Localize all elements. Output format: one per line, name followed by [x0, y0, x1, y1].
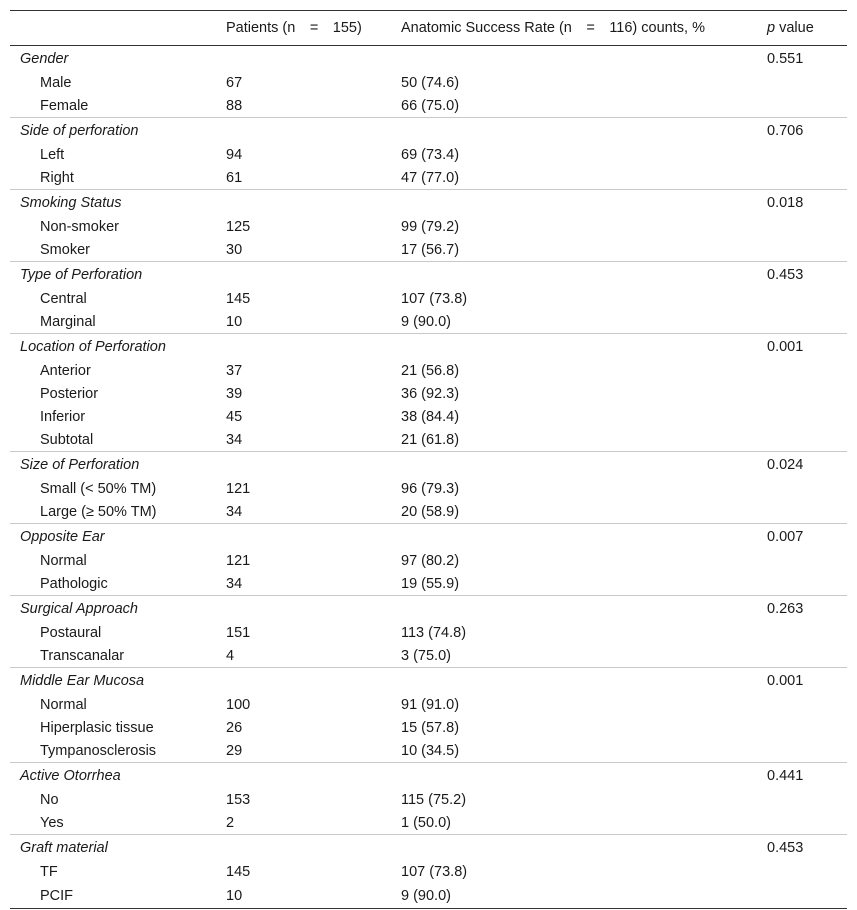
row-patients: 4	[226, 647, 235, 664]
row-label: Non-smoker	[40, 218, 119, 235]
row-p-empty	[757, 428, 847, 452]
group-success-empty	[391, 524, 757, 550]
group-patients-empty	[216, 190, 391, 216]
group-row	[10, 262, 847, 288]
header-p-value	[757, 11, 847, 46]
group-label: Surgical Approach	[10, 596, 216, 622]
header-success-rate: Anatomic Success Rate (n = 116) counts, %	[401, 20, 705, 36]
results-table	[10, 10, 847, 909]
row-patients: 34	[226, 431, 243, 448]
row-success-rate: 19 (55.9)	[401, 575, 460, 592]
row-patients: 67	[226, 74, 243, 91]
results-table-container	[10, 10, 847, 909]
row-patients: 37	[226, 362, 243, 379]
header-variable	[10, 11, 216, 46]
row-p-empty	[757, 71, 847, 94]
table-row	[10, 215, 847, 238]
row-p-empty	[757, 405, 847, 428]
row-label: Transcanalar	[40, 647, 125, 664]
row-success-rate: 113 (74.8)	[401, 624, 467, 641]
row-label: Tympanosclerosis	[40, 742, 157, 759]
row-label: Male	[40, 74, 72, 91]
group-row	[10, 190, 847, 216]
group-row	[10, 835, 847, 861]
table-row	[10, 238, 847, 262]
row-label: Yes	[40, 814, 64, 831]
group-success-empty	[391, 118, 757, 144]
group-patients-empty	[216, 596, 391, 622]
row-patients: 94	[226, 146, 243, 163]
row-p-empty	[757, 94, 847, 118]
row-patients: 121	[226, 552, 251, 569]
header-p-suffix: value	[775, 20, 814, 36]
row-success-rate: 69 (73.4)	[401, 146, 460, 163]
group-success-empty	[391, 190, 757, 216]
table-row	[10, 644, 847, 668]
table-row	[10, 811, 847, 835]
group-patients-empty	[216, 334, 391, 360]
row-patients: 30	[226, 241, 243, 258]
row-label: Hiperplasic tissue	[40, 719, 154, 736]
row-label: Pathologic	[40, 575, 108, 592]
row-p-empty	[757, 143, 847, 166]
row-patients: 34	[226, 503, 243, 520]
table-row	[10, 500, 847, 524]
group-row	[10, 452, 847, 478]
row-success-rate: 99 (79.2)	[401, 218, 460, 235]
table-row	[10, 572, 847, 596]
group-row	[10, 596, 847, 622]
group-p-value: 0.706	[757, 118, 847, 144]
row-p-empty	[757, 693, 847, 716]
row-patients: 34	[226, 575, 243, 592]
group-success-empty	[391, 668, 757, 694]
group-label: Size of Perforation	[10, 452, 216, 478]
row-success-rate: 20 (58.9)	[401, 503, 460, 520]
row-label: Right	[40, 169, 74, 186]
row-success-rate: 1 (50.0)	[401, 814, 451, 831]
table-row	[10, 883, 847, 909]
row-label: Normal	[40, 696, 87, 713]
table-row	[10, 693, 847, 716]
table-row	[10, 287, 847, 310]
group-patients-empty	[216, 452, 391, 478]
header-row	[10, 11, 847, 46]
row-success-rate: 15 (57.8)	[401, 719, 460, 736]
group-row	[10, 118, 847, 144]
row-patients: 45	[226, 408, 243, 425]
row-patients: 125	[226, 218, 251, 235]
group-p-value: 0.001	[757, 668, 847, 694]
table-row	[10, 860, 847, 883]
row-success-rate: 115 (75.2)	[401, 791, 467, 808]
row-label: PCIF	[40, 887, 74, 904]
row-patients: 2	[226, 814, 235, 831]
group-row	[10, 334, 847, 360]
row-patients: 145	[226, 863, 251, 880]
row-label: Small (< 50% TM)	[40, 480, 157, 497]
row-success-rate: 107 (73.8)	[401, 290, 468, 307]
row-p-empty	[757, 359, 847, 382]
row-p-empty	[757, 382, 847, 405]
row-success-rate: 10 (34.5)	[401, 742, 460, 759]
table-row	[10, 788, 847, 811]
row-patients: 26	[226, 719, 243, 736]
table-row	[10, 549, 847, 572]
group-patients-empty	[216, 118, 391, 144]
row-label: TF	[40, 863, 58, 880]
row-p-empty	[757, 716, 847, 739]
table-row	[10, 71, 847, 94]
row-success-rate: 107 (73.8)	[401, 863, 468, 880]
row-label: Normal	[40, 552, 87, 569]
row-label: Postaural	[40, 624, 102, 641]
row-patients: 39	[226, 385, 243, 402]
row-label: Left	[40, 146, 65, 163]
table-row	[10, 405, 847, 428]
group-success-empty	[391, 334, 757, 360]
group-p-value: 0.024	[757, 452, 847, 478]
group-patients-empty	[216, 835, 391, 861]
row-p-empty	[757, 215, 847, 238]
group-label: Gender	[20, 50, 69, 67]
group-row	[10, 763, 847, 789]
group-patients-empty	[216, 262, 391, 288]
row-success-rate: 17 (56.7)	[401, 241, 460, 258]
row-success-rate: 38 (84.4)	[401, 408, 460, 425]
row-label: Female	[40, 97, 89, 114]
group-success-empty	[391, 262, 757, 288]
row-p-empty	[757, 621, 847, 644]
group-p-value: 0.263	[757, 596, 847, 622]
row-success-rate: 50 (74.6)	[401, 74, 460, 91]
row-label: Central	[40, 290, 87, 307]
row-label: Posterior	[40, 385, 99, 402]
group-p-value: 0.441	[757, 763, 847, 789]
row-label: Anterior	[40, 362, 91, 379]
table-row	[10, 94, 847, 118]
row-patients: 100	[226, 696, 251, 713]
row-p-empty	[757, 739, 847, 763]
row-p-empty	[757, 644, 847, 668]
row-p-empty	[757, 860, 847, 883]
table-row	[10, 310, 847, 334]
group-label: Smoking Status	[10, 190, 216, 216]
row-label: Smoker	[40, 241, 90, 258]
row-success-rate: 9 (90.0)	[401, 313, 451, 330]
table-row	[10, 621, 847, 644]
row-success-rate: 21 (56.8)	[401, 362, 460, 379]
row-p-empty	[757, 238, 847, 262]
row-p-empty	[757, 500, 847, 524]
row-patients: 10	[226, 313, 243, 330]
row-success-rate: 47 (77.0)	[401, 169, 460, 186]
row-patients: 153	[226, 791, 251, 808]
table-row	[10, 716, 847, 739]
row-label: Marginal	[40, 313, 96, 330]
table-body	[10, 46, 847, 909]
row-success-rate: 21 (61.8)	[401, 431, 460, 448]
row-patients: 145	[226, 290, 251, 307]
group-row	[10, 46, 847, 72]
group-p-value: 0.018	[757, 190, 847, 216]
group-patients-empty	[216, 668, 391, 694]
table-row	[10, 428, 847, 452]
row-success-rate: 3 (75.0)	[401, 647, 451, 664]
row-p-empty	[757, 788, 847, 811]
header-patients: Patients (n = 155)	[226, 20, 362, 36]
group-label: Middle Ear Mucosa	[10, 668, 216, 694]
group-p-value: 0.007	[757, 524, 847, 550]
group-p-value: 0.001	[757, 334, 847, 360]
group-success-empty	[391, 596, 757, 622]
row-p-empty	[757, 883, 847, 909]
group-patients-empty	[216, 524, 391, 550]
row-patients: 61	[226, 169, 243, 186]
group-p-value: 0.453	[757, 262, 847, 288]
table-row	[10, 382, 847, 405]
row-success-rate: 66 (75.0)	[401, 97, 460, 114]
header-p-letter: p	[767, 20, 776, 36]
group-patients-empty	[216, 763, 391, 789]
group-row	[10, 524, 847, 550]
table-row	[10, 359, 847, 382]
row-p-empty	[757, 549, 847, 572]
group-label: Type of Perforation	[10, 262, 216, 288]
row-patients: 121	[226, 480, 251, 497]
group-label: Side of perforation	[10, 118, 216, 144]
group-success-empty	[391, 763, 757, 789]
group-p-value: 0.551	[767, 50, 804, 67]
group-success-empty	[391, 835, 757, 861]
group-label: Graft material	[10, 835, 216, 861]
row-p-empty	[757, 287, 847, 310]
table-header	[10, 11, 847, 46]
row-success-rate: 36 (92.3)	[401, 385, 460, 402]
row-patients: 88	[226, 97, 243, 114]
row-success-rate: 9 (90.0)	[401, 887, 451, 904]
row-p-empty	[757, 477, 847, 500]
table-row	[10, 739, 847, 763]
table-row	[10, 477, 847, 500]
row-label: Inferior	[40, 408, 86, 425]
group-patients-empty	[216, 46, 391, 72]
group-success-empty	[391, 452, 757, 478]
row-p-empty	[757, 166, 847, 190]
row-p-empty	[757, 811, 847, 835]
group-p-value: 0.453	[757, 835, 847, 861]
row-label: Subtotal	[40, 431, 94, 448]
group-success-empty	[391, 46, 757, 72]
row-patients: 151	[226, 624, 251, 641]
row-success-rate: 97 (80.2)	[401, 552, 460, 569]
group-label: Location of Perforation	[10, 334, 216, 360]
row-patients: 10	[226, 887, 243, 904]
group-row	[10, 668, 847, 694]
group-label: Opposite Ear	[10, 524, 216, 550]
table-row	[10, 166, 847, 190]
row-p-empty	[757, 572, 847, 596]
row-success-rate: 91 (91.0)	[401, 696, 460, 713]
row-label: Large (≥ 50% TM)	[40, 503, 157, 520]
row-patients: 29	[226, 742, 243, 759]
row-success-rate: 96 (79.3)	[401, 480, 460, 497]
group-label: Active Otorrhea	[10, 763, 216, 789]
table-row	[10, 143, 847, 166]
row-label: No	[40, 791, 59, 808]
row-p-empty	[757, 310, 847, 334]
